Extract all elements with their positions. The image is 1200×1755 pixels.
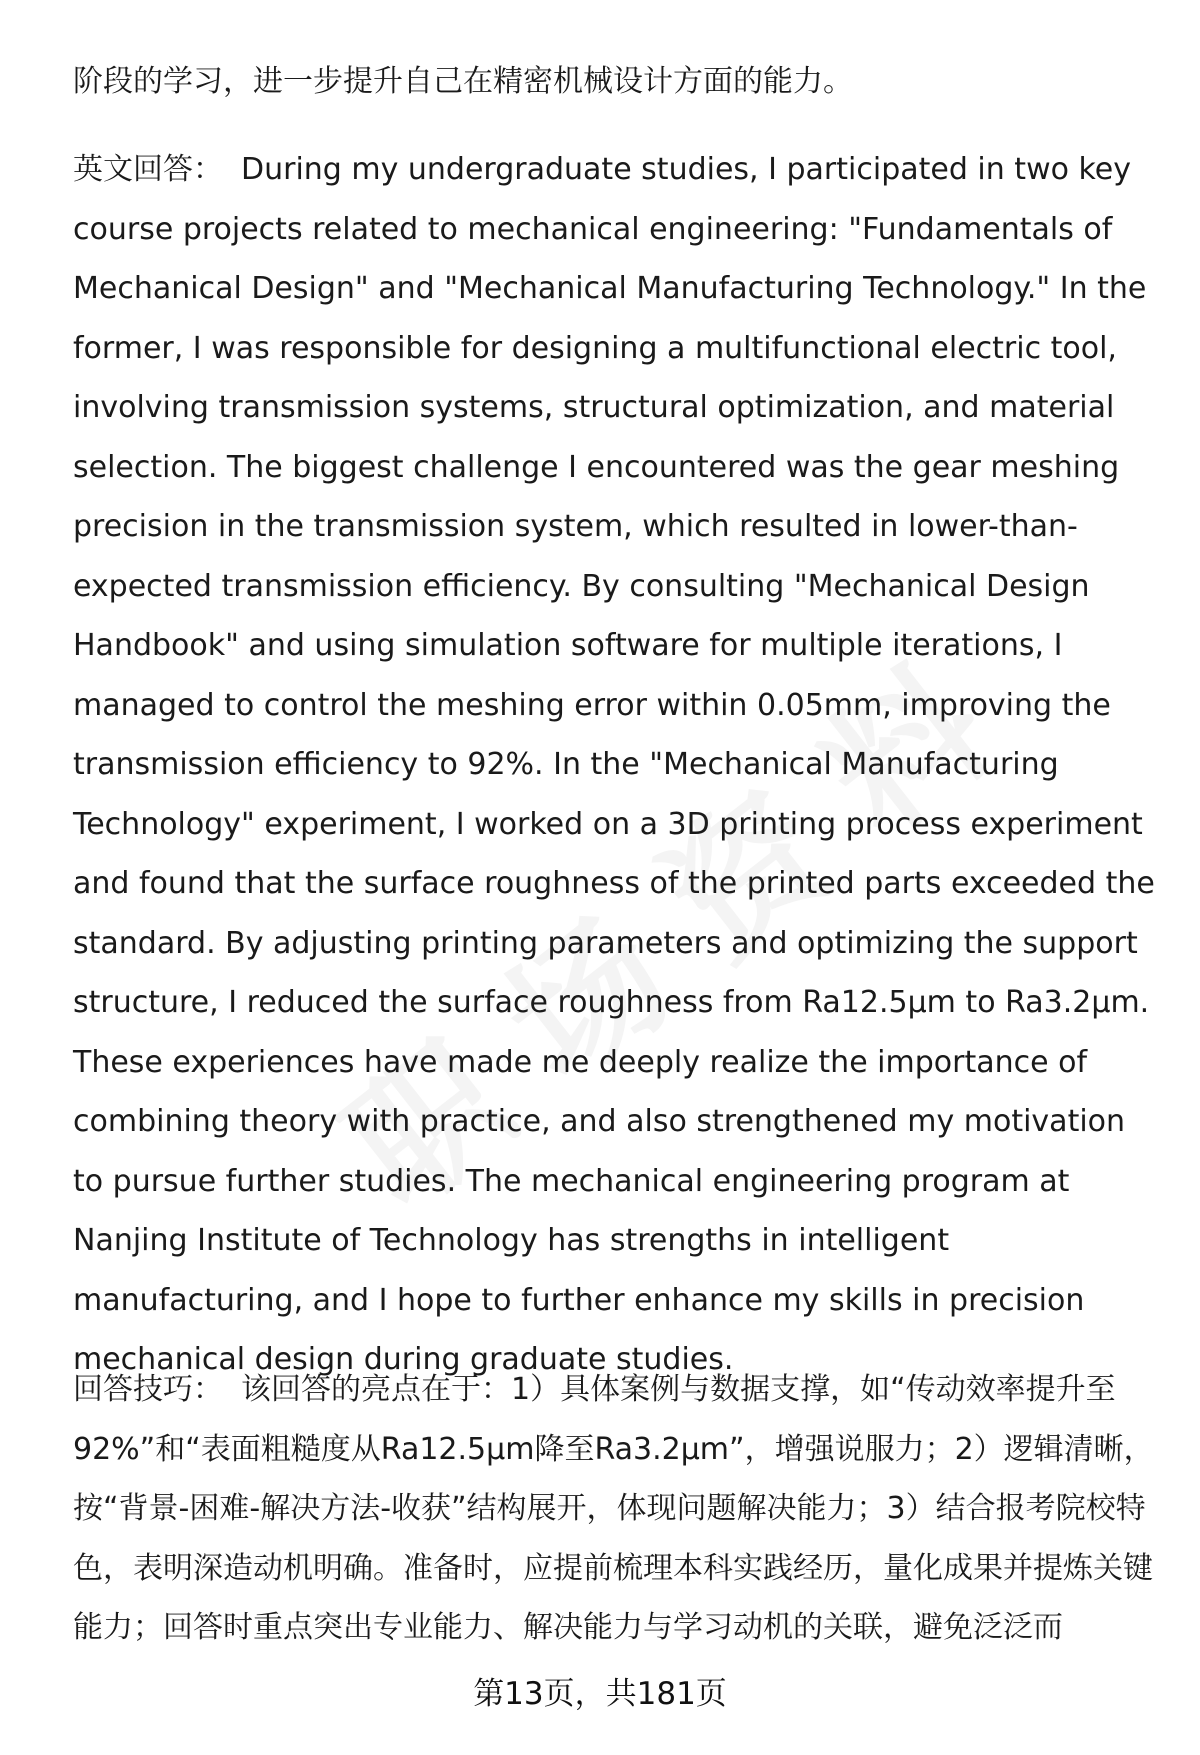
answer-text: During my undergraduate studies, I participated in two key course projects related to mechanical engineering: "Fundamentals of Mechanical Design" and "Mechanical Manufacturing Technology." In the former, I was responsible for designing a multifunctional electric tool, involving transmission systems, structural optimization, and material selection. The biggest challenge I encountered was the gear meshing precision in the transmission system, which resulted in lower-than-expected transmission efficiency. By consulting "Mechanical Design Handbook" and using simulation software for multiple iterations, I managed to control the meshing error within 0.05mm, improving the transmission efficiency to 92%. In the "Mechanical Manufacturing Technology" experiment, I worked on a 3D printing process experiment and found that the surface roughness of the printed parts exceeded the standard. By adjusting printing parameters and optimizing the support structure, I reduced the surface roughness from Ra12.5μm to Ra3.2μm. These experiences have made me deeply realize the importance of combining theory with practice, and also strengthened my motivation to pursue further studies. The mechanical engineering program at Nanjing Institute of Technology has strengths in intelligent manufacturing, and I hope to further enhance my skills in precision mechanical design during graduate studies. [73, 152, 1155, 1377]
tips-label: 回答技巧： [73, 1372, 223, 1407]
tips-text: 该回答的亮点在于：1）具体案例与数据支撑，如“传动效率提升至92%”和“表面粗糙度从Ra12.5μm降至Ra3.2μm”，增强说服力；2）逻辑清晰，按“背景-困难-解决方法-收获”结构展开，体现问题解决能力；3）结合报考院校特色，表明深造动机明确。准备时，应提前梳理本科实践经历，量化成果并提炼关键能力；回答时重点突出专业能力、解决能力与学习动机的关联，避免泛泛而 [73, 1372, 1154, 1645]
answer-label: 英文回答： [73, 152, 223, 187]
intro-paragraph: 阶段的学习，进一步提升自己在精密机械设计方面的能力。 [73, 64, 853, 99]
tips-paragraph [73, 1360, 1163, 1658]
page-footer: 第13页，共181页 [473, 1676, 727, 1712]
answer-paragraph [73, 140, 1163, 1390]
